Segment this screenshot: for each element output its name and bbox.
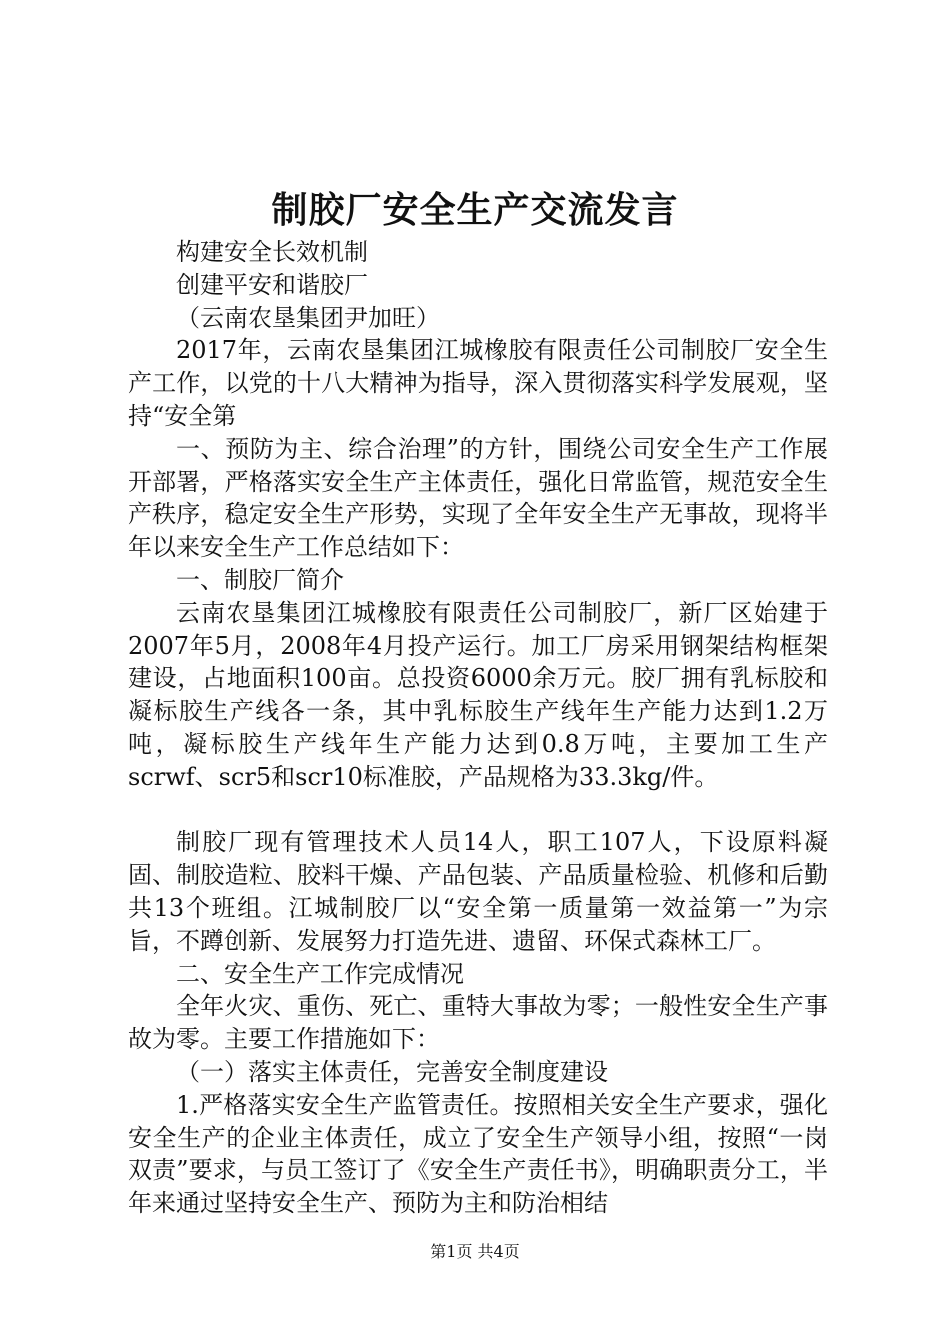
- section-heading-2: 二、安全生产工作完成情况: [176, 959, 464, 988]
- paragraph-policy: 一、预防为主、综合治理”的方针，围绕公司安全生产工作展开部署，严格落实安全生产主体责任，强化日常监管，规范安全生产秩序，稳定安全生产形势，实现了全年安全生产无事故，现将半年以来安全生产工作总结如下：: [128, 434, 828, 562]
- paragraph-factory-overview: 云南农垦集团江城橡胶有限责任公司制胶厂，新厂区始建于2007年5月，2008年4月投产运行。加工厂房采用钢架结构框架建设，占地面积100亩。总投资6000余万元。胶厂拥有乳标胶和凝标胶生产线各一条，其中乳标胶生产线年生产能力达到1.2万吨，凝标胶生产线年生产能力达到0.8万吨，主要加工生产scrwf、scr5和scr10标准胶，产品规格为33.3kg/件。: [128, 598, 828, 791]
- paragraph-results: 全年火灾、重伤、死亡、重特大事故为零；一般性安全生产事故为零。主要工作措施如下：: [128, 992, 828, 1054]
- paragraph-responsibility: 1.严格落实安全生产监管责任。按照相关安全生产要求，强化安全生产的企业主体责任，成立了安全生产领导小组，按照“一岗双责”要求，与员工签订了《安全生产责任书》，明确职责分工，半年来通过坚持安全生产、预防为主和防治相结: [128, 1090, 828, 1218]
- page-number-footer: 第1页 共4页: [430, 1242, 520, 1261]
- document-title: 制胶厂安全生产交流发言: [271, 189, 679, 231]
- paragraph-staffing: 制胶厂现有管理技术人员14人，职工107人，下设原料凝固、制胶造粒、胶料干燥、产品包装、产品质量检验、机修和后勤共13个班组。江城制胶厂以“安全第一质量第一效益第一”为宗旨，不蹲创新、发展努力打造先进、遗留、环保式森林工厂。: [128, 828, 828, 955]
- subsection-heading-1: （一）落实主体责任，完善安全制度建设: [176, 1057, 608, 1086]
- author-line: （云南农垦集团尹加旺）: [176, 303, 440, 332]
- paragraph-spacer: [128, 794, 828, 827]
- section-heading-1: 一、制胶厂简介: [176, 565, 344, 594]
- subtitle-line-2: 创建平安和谐胶厂: [176, 270, 368, 299]
- subtitle-line-1: 构建安全长效机制: [176, 238, 368, 266]
- document-body: [128, 236, 828, 1220]
- paragraph-intro: 2017年，云南农垦集团江城橡胶有限责任公司制胶厂安全生产工作，以党的十八大精神为指导，深入贯彻落实科学发展观，坚持“安全第: [128, 336, 828, 430]
